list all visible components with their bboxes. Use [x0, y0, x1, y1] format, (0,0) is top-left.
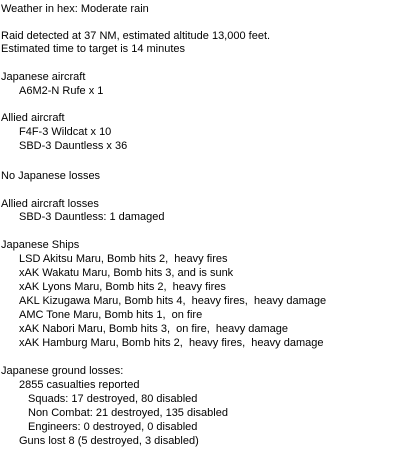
- non-combat-line: Non Combat: 21 destroyed, 135 disabled: [28, 407, 228, 419]
- japanese-ship-item: xAK Wakatu Maru, Bomb hits 3, and is sunk: [19, 267, 234, 279]
- no-japanese-losses-line: No Japanese losses: [1, 170, 101, 182]
- weather-line: Weather in hex: Moderate rain: [1, 3, 149, 15]
- allied-aircraft-item: SBD-3 Dauntless x 36: [19, 140, 128, 152]
- japanese-ship-item: xAK Hamburg Maru, Bomb hits 2, heavy fires, heavy damage: [19, 337, 324, 349]
- japanese-ships-header: Japanese Ships: [1, 239, 80, 251]
- squads-line: Squads: 17 destroyed, 80 disabled: [28, 393, 198, 405]
- japanese-ship-item: LSD Akitsu Maru, Bomb hits 2, heavy fires: [19, 253, 228, 265]
- japanese-ship-item: AMC Tone Maru, Bomb hits 1, on fire: [19, 309, 203, 321]
- japanese-ship-item: xAK Lyons Maru, Bomb hits 2, heavy fires: [19, 281, 226, 293]
- raid-detected-line: Raid detected at 37 NM, estimated altitude 13,000 feet.: [1, 30, 271, 42]
- japanese-aircraft-header: Japanese aircraft: [1, 71, 86, 83]
- japanese-aircraft-item: A6M2-N Rufe x 1: [19, 85, 104, 97]
- japanese-ship-item: AKL Kizugawa Maru, Bomb hits 4, heavy fires, heavy damage: [19, 295, 327, 307]
- allied-losses-header: Allied aircraft losses: [1, 198, 99, 210]
- japanese-ship-item: xAK Nabori Maru, Bomb hits 3, on fire, heavy damage: [19, 323, 289, 335]
- casualties-line: 2855 casualties reported: [19, 379, 140, 391]
- guns-lost-line: Guns lost 8 (5 destroyed, 3 disabled): [19, 435, 199, 447]
- allied-losses-item: SBD-3 Dauntless: 1 damaged: [19, 211, 165, 223]
- allied-aircraft-item: F4F-3 Wildcat x 10: [19, 126, 112, 138]
- ground-losses-header: Japanese ground losses:: [1, 365, 124, 377]
- allied-aircraft-header: Allied aircraft: [1, 112, 65, 124]
- engineers-line: Engineers: 0 destroyed, 0 disabled: [28, 421, 198, 433]
- time-to-target-line: Estimated time to target is 14 minutes: [1, 43, 186, 55]
